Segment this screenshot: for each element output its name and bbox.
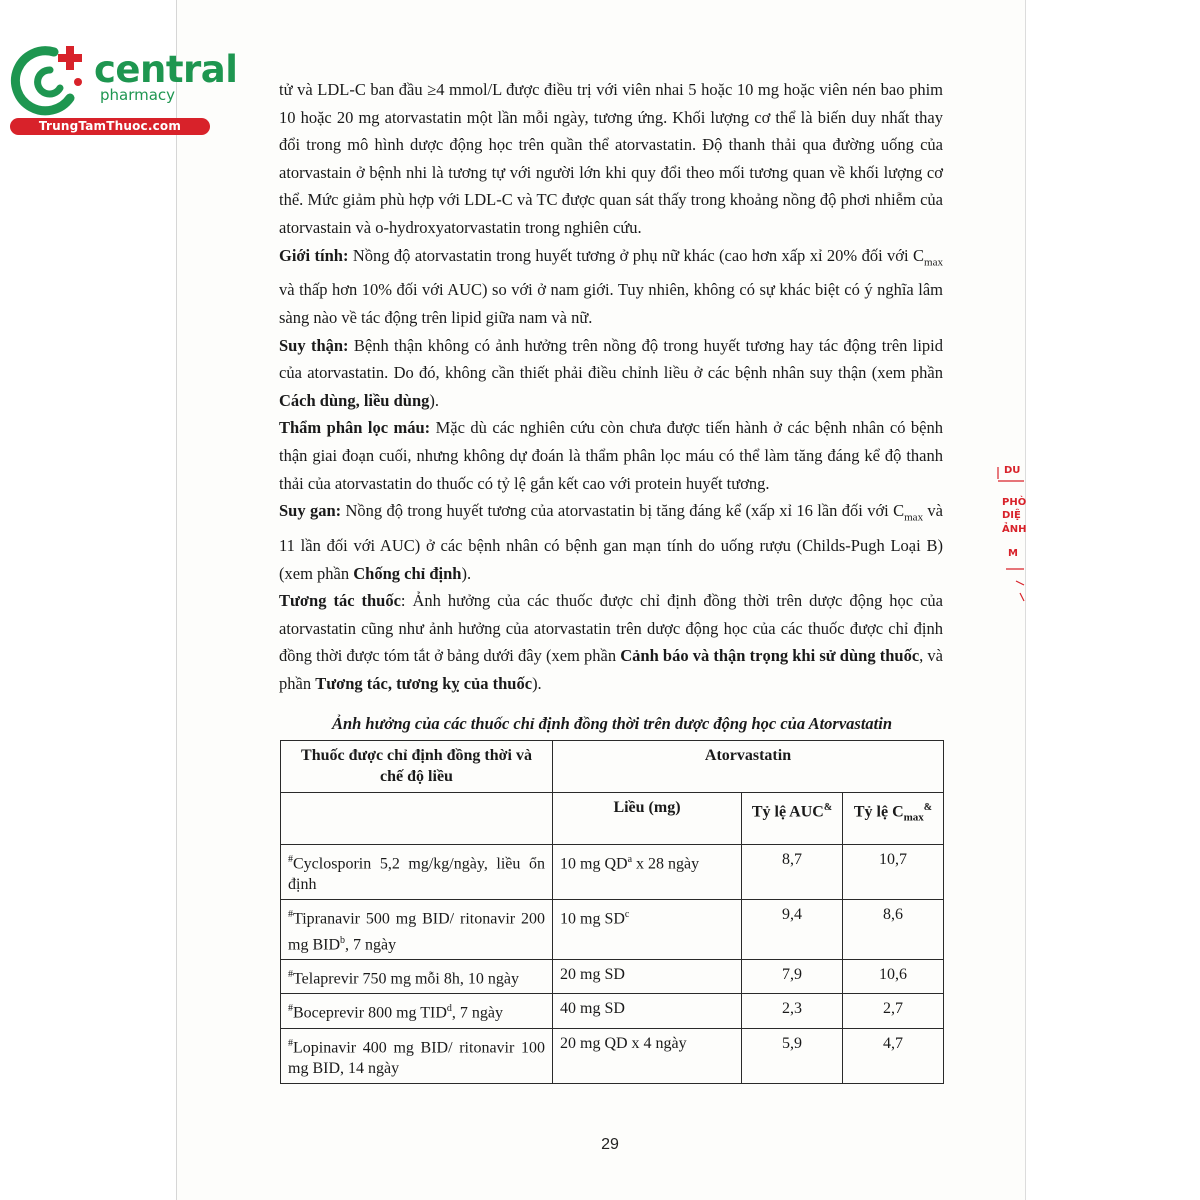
logo-subtitle: pharmacy	[100, 86, 176, 104]
header-atorvastatin: Atorvastatin	[553, 741, 944, 793]
table-title: Ảnh hưởng của các thuốc chỉ định đồng thời trên dược động học của Atorvastatin	[331, 714, 893, 733]
cell-drug: #Telaprevir 750 mg mỗi 8h, 10 ngày	[281, 959, 553, 993]
table-row	[281, 1028, 944, 1083]
table-header-row	[281, 741, 944, 793]
logo-website[interactable]: TrungTamThuoc.com	[10, 118, 210, 135]
ref-dosage: Cách dùng, liều dùng	[279, 390, 430, 410]
cell-auc: 8,7	[742, 845, 843, 900]
heading-interactions: Tương tác thuốc	[279, 591, 401, 611]
ref-warnings: Cảnh báo và thận trọng khi sử dùng thuốc	[620, 646, 920, 666]
heading-renal: Suy thận:	[279, 335, 349, 355]
cell-drug: #Boceprevir 800 mg TID$^d$, 7 ngày	[281, 994, 553, 1028]
ref-interactions: Tương tác, tương kỵ của thuốc	[315, 674, 533, 694]
svg-text:ẢNH: ẢNH	[1002, 524, 1027, 535]
heading-gender: Giới tính:	[279, 245, 349, 265]
table-subheader-row	[281, 793, 944, 845]
heading-dialysis: Thẩm phân lọc máu:	[279, 418, 431, 438]
paragraph-gender: Giới tính: Nồng độ atorvastatin trong huyết tương ở phụ nữ khác (cao hơn xấp xỉ 20% đối với $C_{max}$ và thấp hơn 10% đối với AUC) so với ở nam giới. Tuy nhiên, không có sự khác biệt có ý nghĩa lâm sàng nào về tác động trên lipid giữa nam và nữ.	[279, 245, 943, 328]
logo-name: central	[94, 48, 238, 91]
header-drug: Thuốc được chỉ định đồng thời và chế độ liều	[281, 741, 553, 793]
cell-dose: 20 mg SD	[553, 959, 742, 993]
cell-auc: 5,9	[742, 1028, 843, 1083]
svg-text:DIỆ: DIỆ	[1002, 510, 1021, 521]
svg-text:PHÒ: PHÒ	[1002, 497, 1027, 508]
header-dose: Liều (mg)	[553, 793, 742, 845]
pk-interaction-table	[280, 740, 944, 1084]
page-number: 29	[601, 1136, 619, 1153]
cell-drug: #Tipranavir 500 mg BID/ ritonavir 200 mg BID$^b$, 7 ngày	[281, 900, 553, 960]
heading-hepatic: Suy gan:	[279, 501, 342, 521]
cell-drug: #Cyclosporin 5,2 mg/kg/ngày, liều ổn định	[281, 845, 553, 900]
cell-cmax: 8,6	[843, 900, 944, 960]
cell-dose: 10 mg $QD^a$ x 28 ngày	[553, 845, 742, 900]
cell-cmax: 4,7	[843, 1028, 944, 1083]
paragraph-hepatic: Suy gan: Nồng độ trong huyết tương của atorvastatin bị tăng đáng kể (xấp xỉ 16 lần đối với $C_{max}$ và 11 lần đối với AUC) ở các bệnh nhân có bệnh gan mạn tính do uống rượu (Childs-Pugh Loại B) (xem phần Chống chỉ định).	[279, 501, 944, 583]
pharmacy-cross-icon	[10, 38, 90, 118]
paragraph-dialysis: Thẩm phân lọc máu: Mặc dù các nghiên cứu còn chưa được tiến hành ở các bệnh nhân có bệnh thận giai đoạn cuối, nhưng không dự đoán là thẩm phân lọc máu có thể làm tăng đáng kể độ thanh thải của atorvastatin do thuốc có tỷ lệ gắn kết cao với protein huyết tương.	[279, 418, 943, 493]
table-row	[281, 845, 944, 900]
cell-drug: #Lopinavir 400 mg BID/ ritonavir 100 mg BID, 14 ngày	[281, 1028, 553, 1083]
paragraph-interactions: Tương tác thuốc: Ảnh hưởng của các thuốc được chỉ định đồng thời trên dược động học của atorvastatin cũng như ảnh hưởng của atorvastatin trên dược động học của các thuốc được chỉ định đồng thời được tóm tắt ở bảng dưới đây (xem phần Cảnh báo và thận trọng khi sử dùng thuốc, và phần Tương tác, tương kỵ của thuốc).	[279, 591, 943, 694]
red-stamp	[994, 455, 1034, 605]
table-row	[281, 900, 944, 960]
table-row	[281, 994, 944, 1028]
paragraph-renal: Suy thận: Bệnh thận không có ảnh hưởng trên nồng độ trong huyết tương hay tác động trên lipid của atorvastatin. Do đó, không cần thiết phải điều chỉnh liều ở các bệnh nhân suy thận (xem phần Cách dùng, liều dùng).	[279, 335, 943, 410]
cell-cmax: 10,6	[843, 959, 944, 993]
header-cmax-ratio: Tỷ lệ $C_{max}^{\&}$	[843, 793, 944, 845]
paragraph-pediatric: tử và LDL-C ban đầu ≥4 mmol/L được điều trị với viên nhai 5 hoặc 10 mg hoặc viên nén bao phim 10 hoặc 20 mg atorvastatin một lần mỗi ngày, tương ứng. Khối lượng cơ thể là biến duy nhất thay đổi trong mô hình dược động học trên quần thể atorvastatin. Độ thanh thải qua đường uống của atorvastain ở bệnh nhi là tương tự với người lớn khi quy đổi theo mối tương quan về khối lượng cơ thể. Mức giảm phù hợp với LDL-C và TC được quan sát thấy trong khoảng nồng độ phơi nhiễm của atorvastain và o-hydroxyatorvastatin trong nghiên cứu.	[279, 80, 943, 237]
svg-text:M: M	[1008, 548, 1018, 559]
cell-auc: 2,3	[742, 994, 843, 1028]
header-auc-ratio: Tỷ lệ AUC&	[742, 793, 843, 845]
cell-cmax: 2,7	[843, 994, 944, 1028]
table-row	[281, 959, 944, 993]
cell-dose: 20 mg QD x 4 ngày	[553, 1028, 742, 1083]
svg-text:DU: DU	[1004, 465, 1021, 476]
cell-dose: 40 mg SD	[553, 994, 742, 1028]
document-body	[279, 76, 943, 698]
cell-dose: 10 mg $SD^c$	[553, 900, 742, 960]
cell-auc: 7,9	[742, 959, 843, 993]
header-empty	[281, 793, 553, 845]
cell-auc: 9,4	[742, 900, 843, 960]
ref-contraindications: Chống chỉ định	[353, 563, 462, 583]
cell-cmax: 10,7	[843, 845, 944, 900]
central-pharmacy-logo[interactable]	[10, 38, 238, 138]
